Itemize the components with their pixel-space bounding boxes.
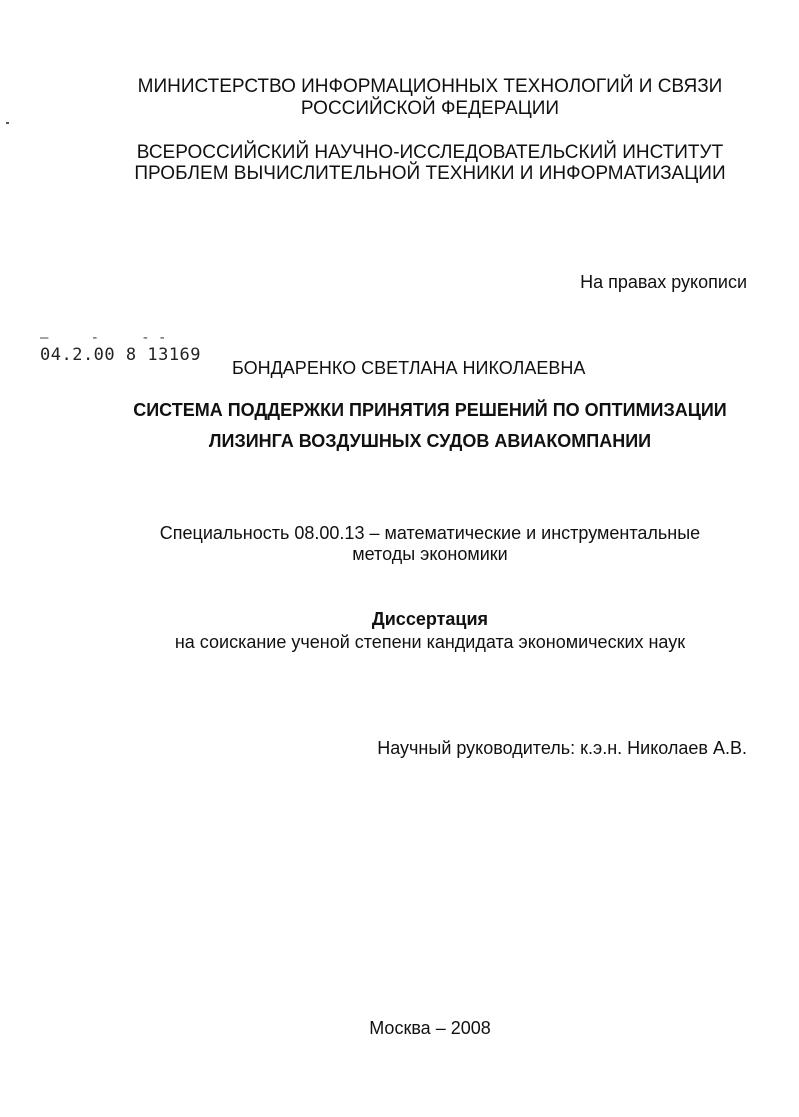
- institute-name-line-2: ПРОБЛЕМ ВЫЧИСЛИТЕЛЬНОЙ ТЕХНИКИ И ИНФОРМАТИЗАЦИИ: [134, 163, 726, 184]
- dissertation-label: Диссертация: [371, 609, 489, 629]
- catalog-number: 04.2.00 8 13169: [40, 345, 202, 365]
- author-name: БОНДАРЕНКО СВЕТЛАНА НИКОЛАЕВНА: [232, 358, 586, 378]
- specialty-line-2: методы экономики: [352, 544, 508, 564]
- dissertation-title-line-1: СИСТЕМА ПОДДЕРЖКИ ПРИНЯТИЯ РЕШЕНИЙ ПО ОПТИМИЗАЦИИ: [133, 400, 727, 420]
- city-and-year: Москва – 2008: [369, 1018, 491, 1038]
- dissertation-title-line-2: ЛИЗИНГА ВОЗДУШНЫХ СУДОВ АВИАКОМПАНИИ: [208, 431, 652, 451]
- ministry-name-line-2: РОССИЙСКОЙ ФЕДЕРАЦИИ: [300, 98, 560, 119]
- institute-name-line-1: ВСЕРОССИЙСКИЙ НАУЧНО-ИССЛЕДОВАТЕЛЬСКИЙ ИНСТИТУТ: [136, 142, 724, 163]
- catalog-stamp-marks: – - - -: [40, 330, 167, 346]
- manuscript-rights-note: На правах рукописи: [580, 272, 747, 292]
- scan-artifact: [6, 122, 9, 124]
- scientific-supervisor: Научный руководитель: к.э.н. Николаев А.В.: [377, 738, 747, 758]
- specialty-line-1: Специальность 08.00.13 – математические и инструментальные: [159, 523, 701, 543]
- ministry-name-line-1: МИНИСТЕРСТВО ИНФОРМАЦИОННЫХ ТЕХНОЛОГИЙ И СВЯЗИ: [137, 76, 723, 97]
- degree-subtitle: на соискание ученой степени кандидата экономических наук: [174, 632, 686, 652]
